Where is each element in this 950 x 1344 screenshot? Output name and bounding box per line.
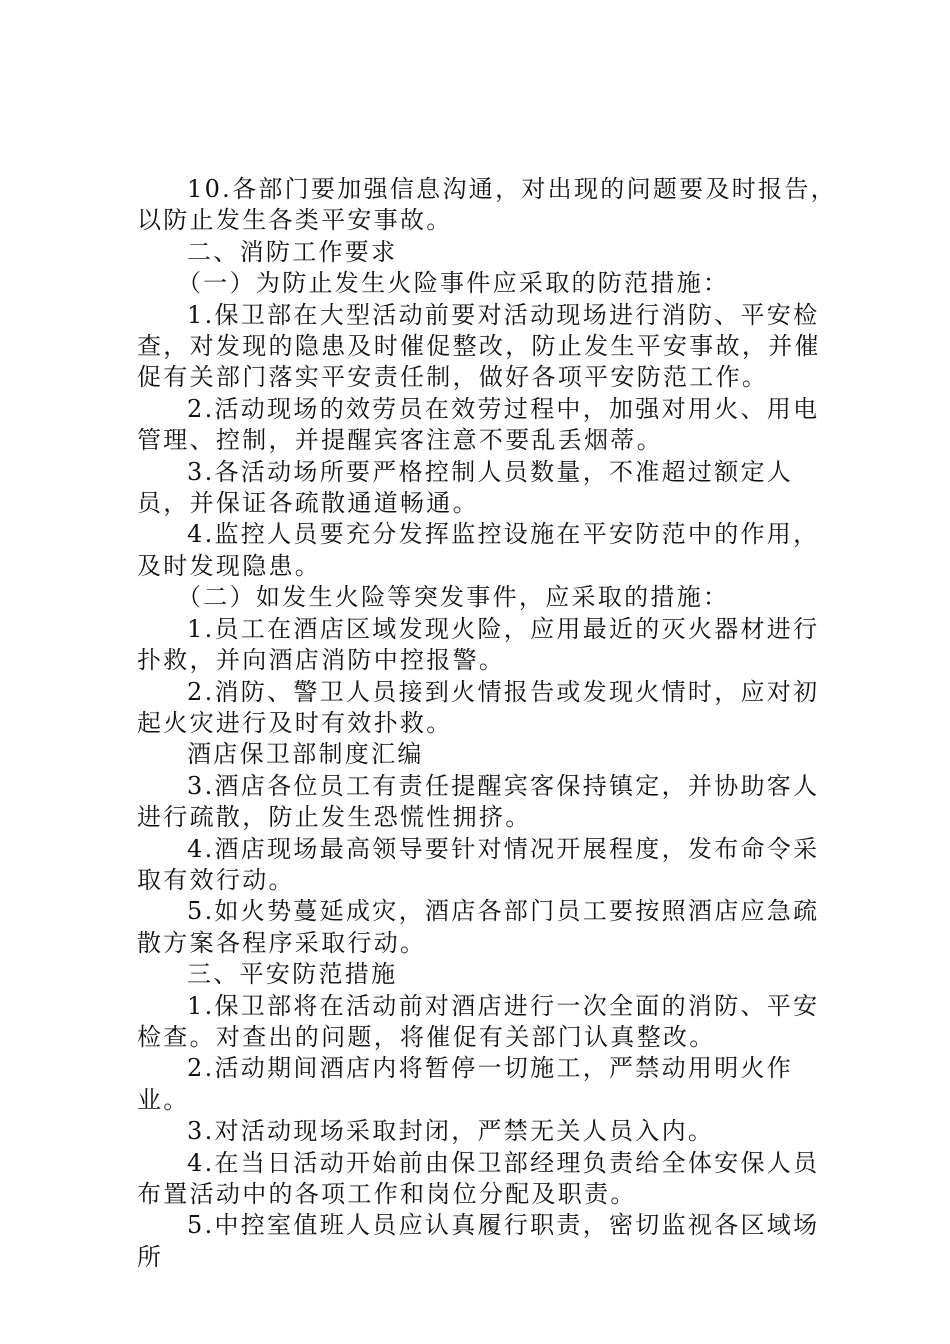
paragraph: 2.消防、警卫人员接到火情报告或发现火情时，应对初起火灾进行及时有效扑救。 [137,677,820,737]
paragraph: 4.酒店现场最高领导要针对情况开展程度，发布命令采取有效行动。 [137,834,820,894]
paragraph: 3.对活动现场采取封闭，严禁无关人员入内。 [187,1117,715,1146]
section-heading: 二、消防工作要求 [187,237,398,266]
paragraph: 3.酒店各位员工有责任提醒宾客保持镇定，并协助客人进行疏散，防止发生恐慌性拥挤。 [137,771,820,832]
paragraph: 10.各部门要加强信息沟通，对出现的问题要及时报告，以防止发生各类平安事故。 [137,175,837,235]
document-body [137,174,837,1273]
paragraph: 2.活动期间酒店内将暂停一切施工，严禁动用明火作业。 [137,1054,794,1114]
running-header: 酒店保卫部制度汇编 [187,740,424,769]
paragraph: 5.中控室值班人员应认真履行职责，密切监视各区域场所 [137,1211,820,1271]
paragraph: 1.员工在酒店区域发现火险，应用最近的灭火器材进行扑救，并向酒店消防中控报警。 [137,614,820,675]
paragraph: 4.监控人员要充分发挥监控设施在平安防范中的作用，及时发现隐患。 [137,520,820,580]
paragraph: 1.保卫部在大型活动前要对活动现场进行消防、平安检查，对发现的隐患及时催促整改，防止发生平安事故，并催促有关部门落实平安责任制，做好各项平安防范工作。 [137,300,821,392]
paragraph: 5.如火势蔓延成灾，酒店各部门员工要按照酒店应急疏散方案各程序采取行动。 [137,897,820,957]
paragraph: 2.活动现场的效劳员在效劳过程中，加强对用火、用电管理、控制，并提醒宾客注意不要乱丢烟蒂。 [137,394,820,455]
subsection-heading: （一）为防止发生火险事件应采取的防范措施： [177,269,730,298]
section-heading: 三、平安防范措施 [187,960,398,989]
paragraph: 1.保卫部将在活动前对酒店进行一次全面的消防、平安检查。对查出的问题，将催促有关部门认真整改。 [137,991,820,1051]
paragraph: 4.在当日活动开始前由保卫部经理负责给全体安保人员布置活动中的各项工作和岗位分配及职责。 [137,1148,820,1208]
paragraph: 3.各活动场所要严格控制人员数量，不准超过额定人员，并保证各疏散通道畅通。 [137,457,794,518]
subsection-heading: （二）如发生火险等突发事件，应采取的措施： [177,583,730,612]
